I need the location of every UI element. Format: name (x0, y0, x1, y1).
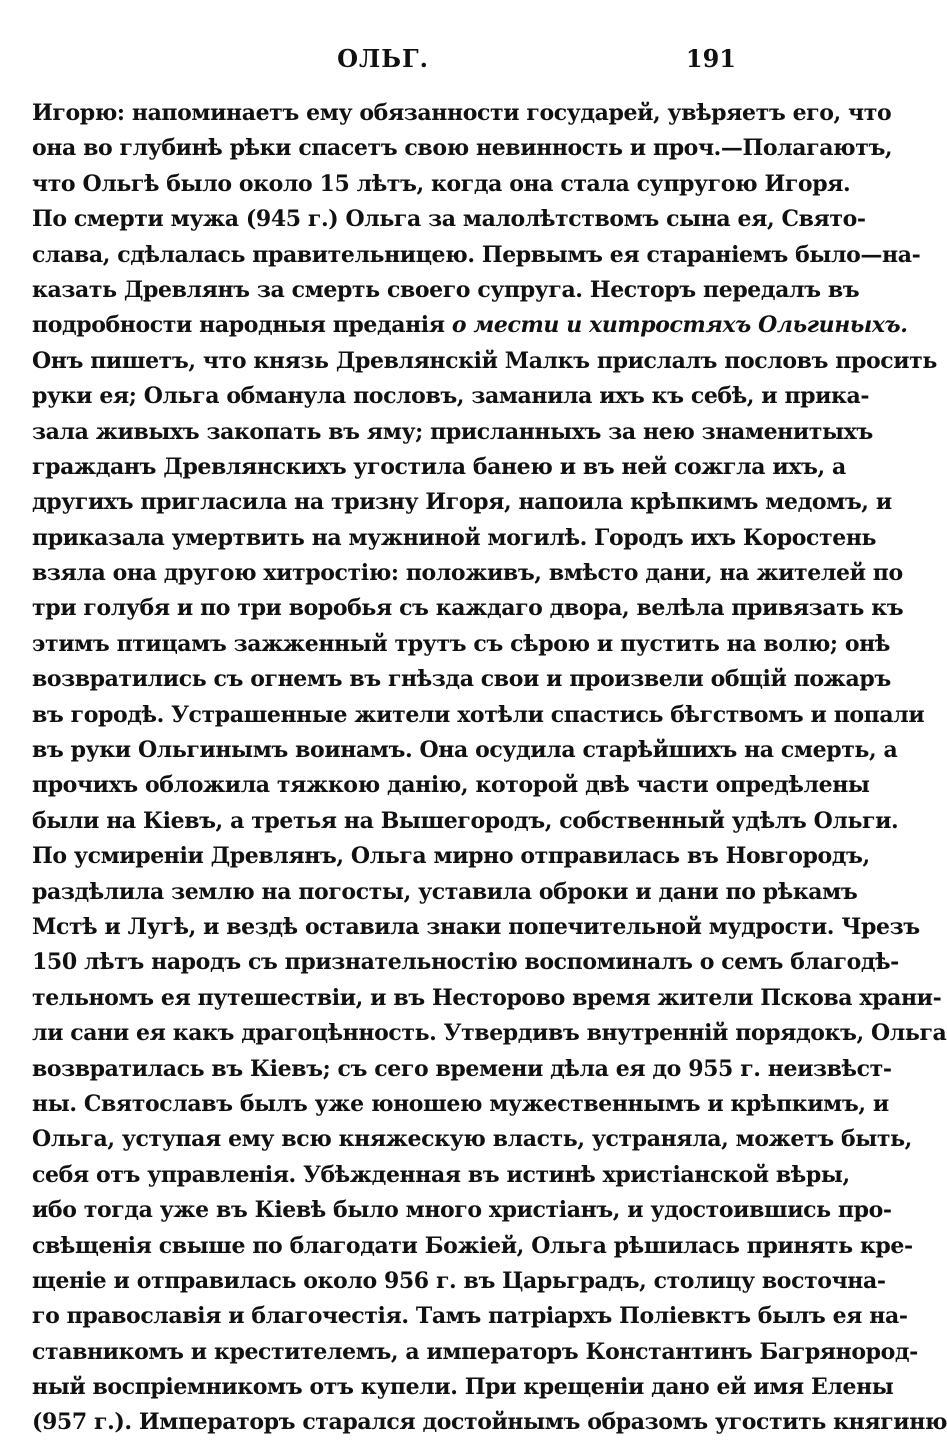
text-line: По смерти мужа (945 г.) Ольга за малолѣтствомъ сына ея, Свято- (32, 206, 866, 233)
text-line: она во глубинѣ рѣки спасетъ свою невинность и проч.—Полагаютъ, (32, 135, 893, 162)
text-line: ли сани ея какъ драгоцѣнность. Утвердивъ внутренній порядокъ, Ольга (32, 1020, 947, 1047)
text-line: прочихъ обложила тяжкою данію, которой двѣ части опредѣлены (32, 772, 870, 799)
page-header (0, 40, 766, 80)
running-title: ОЛЬГ. (337, 44, 429, 73)
text-line: Игорю: напоминаетъ ему обязанности государей, увѣряетъ его, что (32, 100, 892, 126)
text-line: (957 г.). Императоръ старался достойнымъ образомъ угостить княгиню (32, 1409, 947, 1436)
text-line: ны. Святославъ былъ уже юношею мужественнымъ и крѣпкимъ, и (32, 1090, 889, 1117)
text-line: 150 лѣтъ народъ съ признательностію воспоминалъ о семъ благодѣ- (32, 949, 899, 976)
text-line: приказала умертвить на мужниной могилѣ. Городъ ихъ Коростень (32, 524, 877, 551)
body-text (32, 96, 947, 1441)
text-segment: подробности народныя преданія (32, 312, 452, 339)
text-line: другихъ пригласила на тризну Игоря, напоила крѣпкимъ медомъ, и (32, 489, 892, 516)
text-line: возвратились съ огнемъ въ гнѣзда свои и произвели общій пожаръ (32, 666, 891, 693)
text-line: го православія и благочестія. Тамъ патріархъ Поліевктъ былъ ея на- (32, 1303, 908, 1330)
text-line: въ городѣ. Устрашенные жители хотѣли спастись бѣгствомъ и попали (32, 701, 925, 728)
text-line: взяла она другою хитростію: положивъ, вмѣсто дани, на жителей по (32, 560, 903, 587)
text-line: ставникомъ и крестителемъ, а императоръ Константинъ Багрянород- (32, 1338, 918, 1365)
text-line: что Ольгѣ было около 15 лѣтъ, когда она стала супругою Игоря. (32, 170, 851, 197)
text-line: зала живыхъ закопать въ яму; присланныхъ за нею знаменитыхъ (32, 418, 873, 445)
text-line: гражданъ Древлянскихъ угостила банею и въ ней сожгла ихъ, а (32, 453, 846, 480)
page-number: 191 (685, 44, 736, 73)
text-line: свѣщенія свыше по благодати Божіей, Ольга рѣшилась принять кре- (32, 1232, 913, 1259)
text-line: Ольга, уступая ему всю княжескую власть, устраняла, можетъ быть, (32, 1126, 912, 1153)
text-line: Онъ пишетъ, что князь Древлянскій Малкъ прислалъ пословъ просить (32, 347, 937, 374)
text-line: тельномъ ея путешествіи, и въ Несторово время жители Пскова храни- (32, 984, 942, 1011)
text-line: казать Древлянъ за смерть своего супруга. Несторъ передалъ въ (32, 276, 860, 303)
text-line: слава, сдѣлалась правительницею. Первымъ ея стараніемъ было—на- (32, 241, 921, 268)
text-line: возвратилась въ Кіевъ; съ сего времени дѣла ея до 955 г. неизвѣст- (32, 1055, 892, 1082)
text-line: себя отъ управленія. Убѣжденная въ истинѣ христіанской вѣры, (32, 1161, 850, 1188)
text-line: были на Кіевъ, а третья на Вышегородъ, собственный удѣлъ Ольги. (32, 807, 899, 834)
text-line: По усмиреніи Древлянъ, Ольга мирно отправилась въ Новгородъ, (32, 843, 870, 870)
italic-phrase: о мести и хитростяхъ Ольгиныхъ. (451, 312, 908, 339)
text-line: этимъ птицамъ зажженный трутъ съ сѣрою и пустить на волю; онѣ (32, 630, 890, 657)
text-line: Мстѣ и Лугѣ, и вездѣ оставила знаки попечительной мудрости. Чрезъ (32, 913, 920, 940)
text-line: три голубя и по три воробья съ каждаго двора, велѣла привязать къ (32, 595, 904, 622)
text-line: въ руки Ольгинымъ воинамъ. Она осудила старѣйшихъ на смерть, а (32, 737, 898, 764)
text-line: ибо тогда уже въ Кіевѣ было много христіанъ, и удостоившись про- (32, 1197, 892, 1224)
text-line: раздѣлила землю на погосты, уставила оброки и дани по рѣкамъ (32, 878, 858, 905)
text-line-with-italic (32, 308, 908, 343)
text-line: руки ея; Ольга обманула пословъ, заманила ихъ къ себѣ, и прика- (32, 383, 870, 410)
text-line: ный воспріемникомъ отъ купели. При крещеніи дано ей имя Елены (32, 1374, 894, 1401)
text-line: щеніе и отправилась около 956 г. въ Царьградъ, столицу восточна- (32, 1267, 886, 1294)
